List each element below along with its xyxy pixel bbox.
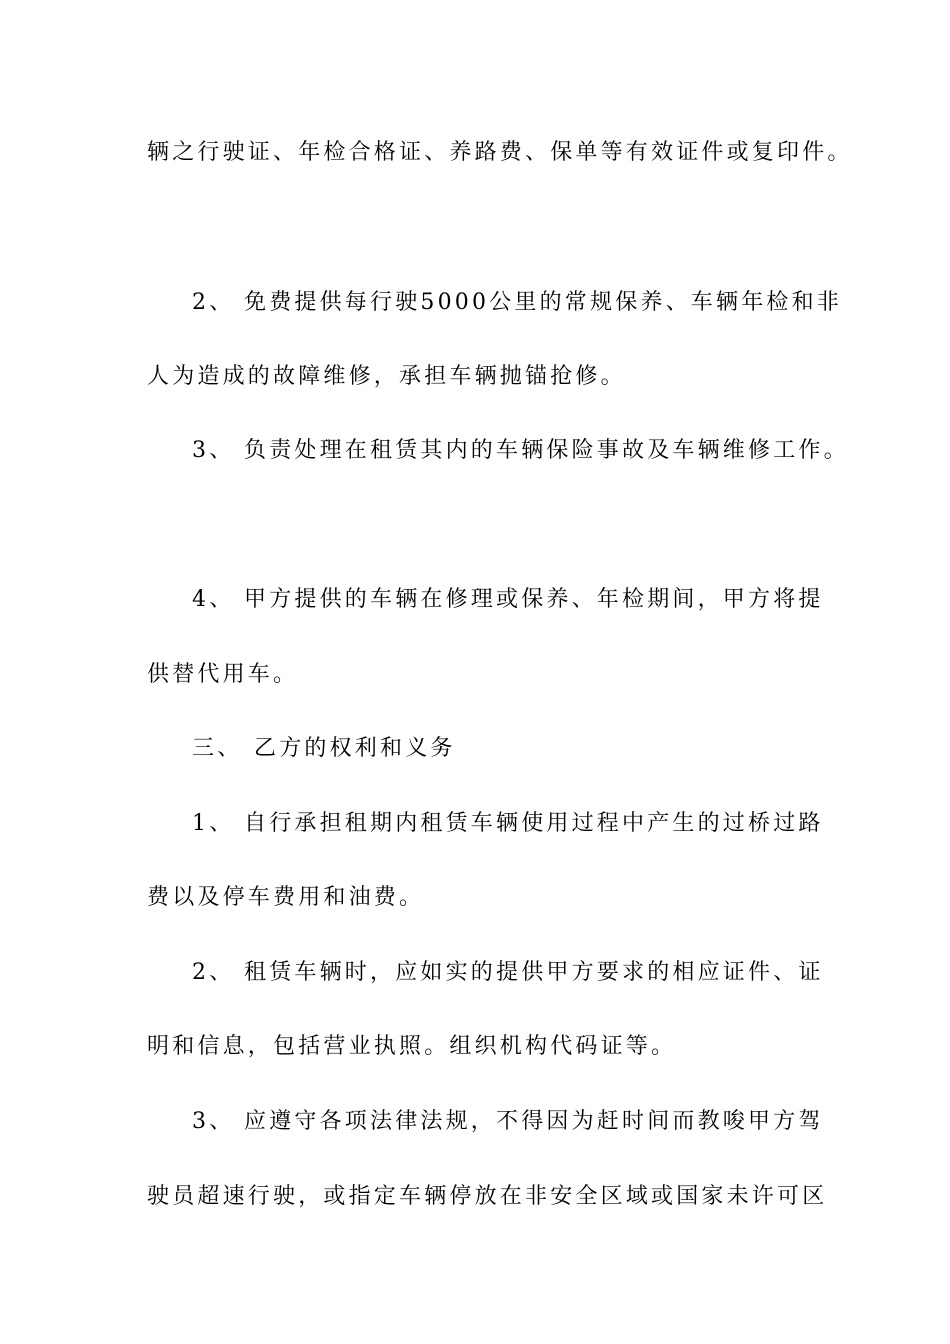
list-item [192, 288, 872, 318]
paragraph-line: 人为造成的故障维修，承担车辆抛锚抢修。 [147, 364, 626, 389]
section-heading [192, 734, 872, 764]
paragraph-line: 驶员超速行驶，或指定车辆停放在非安全区域或国家未许可区 [147, 1184, 828, 1209]
list-number: 3、 [192, 438, 235, 463]
list-item [192, 809, 872, 839]
heading-number: 三、 [192, 736, 243, 761]
list-item [192, 585, 872, 615]
list-number: 3、 [192, 1109, 235, 1134]
list-item [192, 1107, 872, 1137]
list-item [192, 958, 872, 988]
list-item [192, 436, 872, 466]
heading-text: 乙方的权利和义务 [254, 736, 456, 761]
list-number: 2、 [192, 290, 235, 315]
list-number: 2、 [192, 960, 235, 985]
paragraph-line: 明和信息，包括营业执照。组织机构代码证等。 [147, 1034, 677, 1059]
paragraph-line: 供替代用车。 [147, 662, 299, 687]
list-text: 租赁车辆时，应如实的提供甲方要求的相应证件、证 [244, 960, 824, 985]
list-text: 负责处理在租赁其内的车辆保险事故及车辆维修工作。 [244, 438, 849, 463]
list-text: 自行承担租期内租赁车辆使用过程中产生的过桥过路 [244, 811, 824, 836]
paragraph-line: 费以及停车费用和油费。 [147, 885, 425, 910]
paragraph-line: 辆之行驶证、年检合格证、养路费、保单等有效证件或复印件。 [147, 140, 853, 165]
list-number: 4、 [192, 587, 235, 612]
list-text: 免费提供每行驶5000公里的常规保养、车辆年检和非 [244, 290, 842, 315]
list-text: 甲方提供的车辆在修理或保养、年检期间，甲方将提 [244, 587, 824, 612]
list-number: 1、 [192, 811, 235, 836]
list-text: 应遵守各项法律法规，不得因为赶时间而教唆甲方驾 [244, 1109, 824, 1134]
